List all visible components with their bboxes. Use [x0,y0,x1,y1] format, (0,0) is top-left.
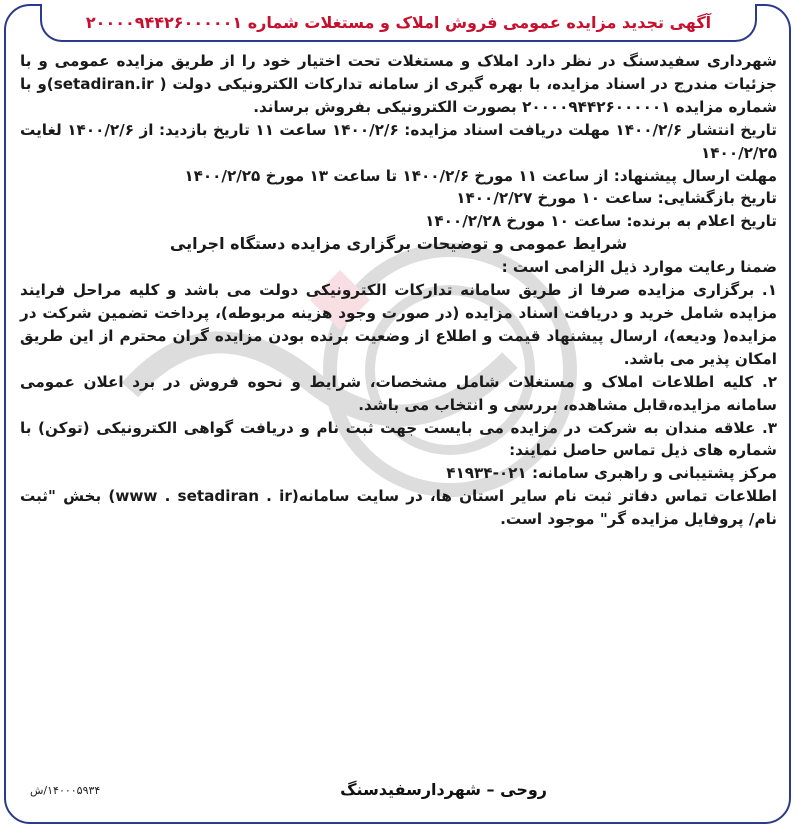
publish-dates: تاریخ انتشار ۱۴۰۰/۲/۶ مهلت دریافت اسناد مزایده: ۱۴۰۰/۲/۶ ساعت ۱۱ تاریخ بازدید: از ۱۴۰۰/۲/۶ لغایت ۱۴۰۰/۲/۲۵ [20,120,777,162]
ad-footer [20,780,777,810]
winner-date: تاریخ اعلام به برنده: ساعت ۱۰ مورخ ۱۴۰۰/۲/۲۸ [425,212,777,231]
offices-info: اطلاعات تماس دفاتر ثبت نام سایر استان ها، در سایت سامانه(www . setadiran . ir) بخش "ثبت نام/ پروفایل مزایده گر" موجود است. [20,487,777,529]
ad-code: ۱۴۰۰۰۵۹۳۴/ش [30,784,101,797]
ad-title: آگهی تجدید مزایده عمومی فروش املاک و مستغلات شماره ۲۰۰۰۰۹۴۴۲۶۰۰۰۰۰۱ [85,12,712,32]
condition-item-3: ۳. علاقه مندان به شرکت در مزایده می بایست جهت ثبت نام و دریافت گواهی الکترونیکی (توکن) با شماره های ذیل تماس حاصل نمایند: [20,418,777,460]
submission-deadline: مهلت ارسال پیشنهاد: از ساعت ۱۱ مورخ ۱۴۰۰/۲/۶ تا ساعت ۱۳ مورخ ۱۴۰۰/۲/۲۵ [184,166,777,185]
signature: روحی – شهردارسفیدسنگ [340,780,547,799]
ad-body [20,50,777,770]
intro-paragraph: شهرداری سفیدسنگ در نظر دارد املاک و مستغلات تحت اختیار خود را از طریق مزایده عمومی و با جزئیات مندرج در اسناد مزایده، با بهره گیری از سامانه تدارکات الکترونیکی دولت ( setadiran.ir)و با شماره مزایده ۲۰۰۰۰۹۴۴۲۶۰۰۰۰۰۱ بصورت الکترونیکی بفروش برساند. [20,52,777,116]
condition-item-1: ۱. برگزاری مزایده صرفا از طریق سامانه تدارکات الکترونیکی دولت می باشد و کلیه مراحل فرایند مزایده شامل خرید و دریافت اسناد مزایده (در صورت وجود هزینه مربوطه)، پرداخت تضمین شرکت در مزایده( ودیعه)، ارسال پیشنهاد قیمت و اطلاع از وضعیت برنده بودن مزایده گران محترم از این طریق امکان پذیر می باشد. [20,281,777,368]
condition-item-2: ۲. کلیه اطلاعات املاک و مستغلات شامل مشخصات، شرایط و نحوه فروش در برد اعلان عمومی سامانه مزایده،قابل مشاهده، بررسی و انتخاب می باشد. [20,372,777,414]
ad-header [40,4,757,42]
opening-date: تاریخ بازگشایی: ساعت ۱۰ مورخ ۱۴۰۰/۲/۲۷ [456,189,777,208]
conditions-heading: شرایط عمومی و توضیحات برگزاری مزایده دستگاه اجرایی [169,234,628,254]
conditions-lead: ضمنا رعایت موارد ذیل الزامی است : [501,258,777,277]
support-contact: مرکز پشتیبانی و راهبری سامانه: ۰۲۱-۴۱۹۳۴ [446,464,777,483]
